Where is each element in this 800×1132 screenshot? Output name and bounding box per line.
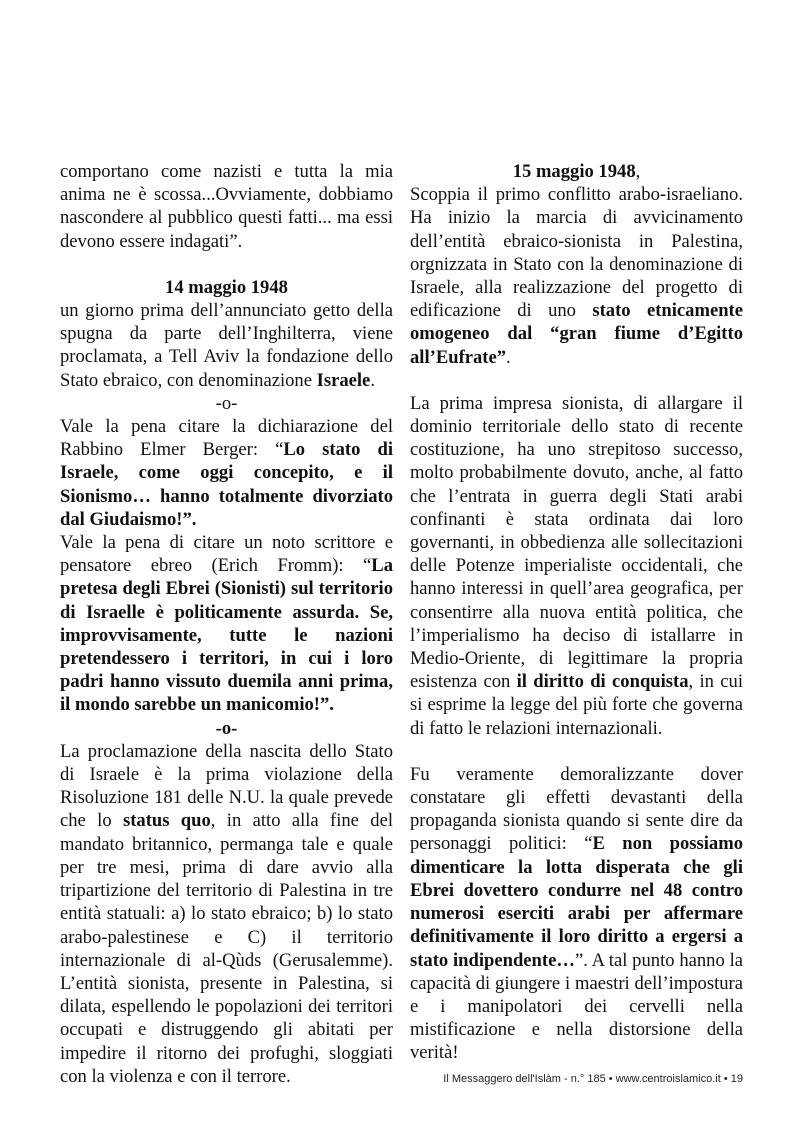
paragraph-proclamation: un giorno prima dell’annunciato getto della spugna da parte dell’Inghilterra, viene proclamata, a Tell Aviv la fondazione dello Stato ebraico, con denominazione Israele. bbox=[60, 300, 393, 391]
page-footer: Il Messaggero dell'Islàm - n.° 185 • www.centroislamico.it • 19 bbox=[443, 1073, 743, 1085]
bold-berger-quote: Lo stato di Israele, come oggi concepito, e il Sionismo… hanno totalmente divorziato dal Giudaismo!”. bbox=[60, 439, 393, 530]
paragraph-berger-quote: Vale la pena citare la dichiarazione del Rabbino Elmer Berger: “Lo stato di Israele, come oggi concepito, e il Sionismo… hanno totalmente divorziato dal Giudaismo!”. bbox=[60, 416, 393, 530]
heading-14-maggio-1948: 14 maggio 1948 bbox=[165, 276, 288, 298]
paragraph-opening-quote: comportano come nazisti e tutta la mia anima ne è scossa...Ovviamente, dobbiamo nascondere al pubblico questi fatti... ma essi devono essere indagati”. bbox=[60, 161, 393, 252]
separator-bold: -o- bbox=[215, 717, 238, 739]
right-column bbox=[410, 160, 743, 1065]
bold-diritto-di-conquista: il diritto di conquista bbox=[516, 671, 689, 693]
paragraph-resolution-181: La proclamazione della nascita dello Stato di Israele è la prima violazione della Risoluzione 181 delle N.U. la quale prevede che lo status quo, in atto alla fine del mandato britannico, permanga tale e quale per tre mesi, prima di dare avvio alla tripartizione del territorio di Palestina in tre entità statuali: a) lo stato ebraico; b) lo stato arabo-palestinese e C) il territorio internazionale di al-Qùds (Gerusalemme). L’entità sionista, presente in Palestina, si dilata, espellendo le popolazioni dei territori occupati e distruggendo gli abitati per impedire il ritorno dei profughi, sloggiati con la violenza e con il terrore. bbox=[60, 740, 393, 1087]
bold-stato-etnicamente: stato etnicamente omogeneo dal “gran fiume d’Egitto all’Eufrate” bbox=[410, 300, 743, 368]
bold-israele: Israele bbox=[316, 369, 371, 391]
bold-propaganda-quote: E non possiamo dimenticare la lotta disperata che gli Ebrei dovettero condurre nel 48 contro numerosi eserciti arabi per affermare definitivamente il loro diritto a ergersi a stato indipendente… bbox=[410, 833, 743, 971]
left-column bbox=[60, 160, 393, 1088]
heading-15-maggio-1948: 15 maggio 1948, bbox=[512, 161, 641, 182]
paragraph-zionist-enterprise: La prima impresa sionista, di allargare il dominio territoriale dello stato di recente costituzione, ha uno strepitoso successo, molto probabilmente dovuto, anche, al fatto che l’entrata in guerra degli Stati arabi confinanti è stata ordinata dai loro governanti, in obbedienza alle sollecitazioni delle Potenze imperialiste occidentali, che hanno interessi in quell’area geografica, per consentirre alla nuova entità politica, che l’imperialismo ha deciso di istallarre in Medio-Oriente, di legittimare la propria esistenza con il diritto di conquista, in cui si esprime la legge del più forte che governa di fatto le relazioni internazionali. bbox=[410, 392, 743, 739]
separator: -o- bbox=[215, 392, 238, 414]
paragraph-fromm-quote: Vale la pena di citare un noto scrittore e pensatore ebreo (Erich Fromm): “La pretesa degli Ebrei (Sionisti) sul territorio di Israelle è politicamente assurda. Se, improvvisamente, tutte le nazioni pretendessero i territori, in cui i loro padri hanno vissuto duemila anni prima, il mondo sarebbe un manicomio!”. bbox=[60, 532, 393, 716]
bold-fromm-quote: La pretesa degli Ebrei (Sionisti) sul territorio di Israelle è politicamente assurda. Se, improvvisamente, tutte le nazioni pretendessero i territori, in cui i loro padri hanno vissuto duemila anni prima, il mondo sarebbe un manicomio!”. bbox=[60, 555, 393, 716]
paragraph-propaganda: Fu veramente demoralizzante dover constatare gli effetti devastanti della propaganda sionista quando si sente dire da personaggi politici: “E non possiamo dimenticare la lotta disperata che gli Ebrei dovettero condurre nel 48 contro numerosi eserciti arabi per affermare definitivamente il loro diritto a ergersi a stato indipendente…”. A tal punto hanno la capacità di giungere i maestri dell’impostura e i manipolatori dei cervelli nella mistificazione e nella distorsione della verità! bbox=[410, 763, 743, 1064]
bold-status-quo: status quo bbox=[122, 810, 211, 832]
paragraph-first-conflict: Scoppia il primo conflitto arabo-israeliano. Ha inizio la marcia di avvicinamento dell’entità ebraico-sionista in Palestina, orgnizzata in Stato con la denominazione di Israele, alla realizzazione del progetto di edificazione di uno stato etnicamente omogeneo dal “gran fiume d’Egitto all’Eufrate”. bbox=[410, 184, 743, 368]
